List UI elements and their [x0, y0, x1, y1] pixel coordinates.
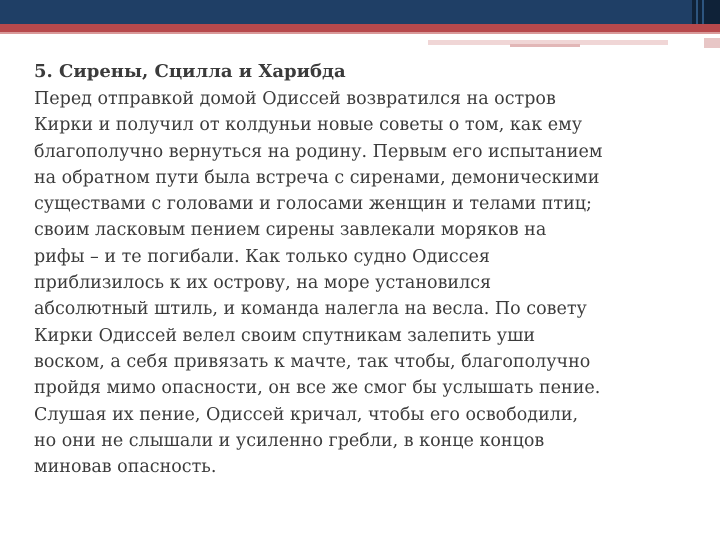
header-bar-corner — [692, 0, 720, 24]
header-bar — [0, 0, 720, 24]
slide-body-text — [34, 86, 714, 480]
text-line: Слушая их пение, Одиссей кричал, чтобы его освободили, — [34, 404, 579, 425]
text-line: но они не слышали и усиленно гребли, в конце концов — [34, 430, 545, 451]
text-line: на обратном пути была встреча с сиренами, демоническими — [34, 167, 600, 188]
text-line: Кирки Одиссей велел своим спутникам залепить уши — [34, 325, 536, 346]
text-line: Кирки и получил от колдуньи новые советы о том, как ему — [34, 115, 582, 136]
text-line: благополучно вернуться на родину. Первым его испытанием — [34, 141, 603, 162]
text-line: существами с головами и голосами женщин и телами птиц; — [34, 194, 592, 215]
slide-content — [34, 58, 714, 480]
slide-heading: 5. Сирены, Сцилла и Харибда — [34, 61, 346, 82]
accent-line — [0, 32, 720, 34]
text-line: Перед отправкой домой Одиссей возвратился на остров — [34, 89, 556, 109]
text-line: приблизилось к их острову, на море установился — [34, 273, 492, 294]
text-line: абсолютный штиль, и команда налегла на весла. По совету — [34, 299, 587, 320]
text-line: воском, а себя привязать к мачте, так чтобы, благополучно — [34, 351, 591, 372]
text-line: пройдя мимо опасности, он все же смог бы услышать пение. — [34, 378, 601, 399]
decorative-bar — [510, 44, 580, 47]
text-line: своим ласковым пением сирены завлекали моряков на — [34, 220, 547, 241]
text-line: миновав опасность. — [34, 457, 217, 478]
decorative-bar — [704, 38, 720, 48]
text-line: рифы – и те погибали. Как только судно Одиссея — [34, 246, 490, 267]
accent-stripe — [0, 24, 720, 32]
